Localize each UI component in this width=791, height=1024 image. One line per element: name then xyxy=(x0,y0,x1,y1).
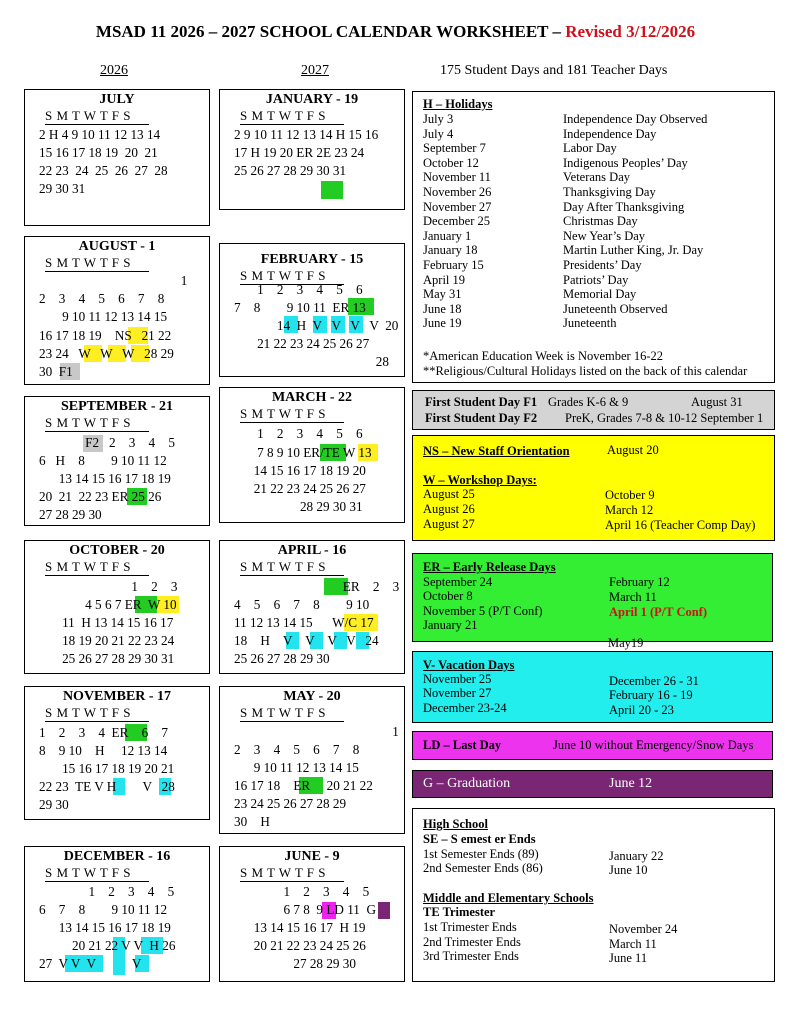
week-row: 17 H 19 20 ER 2E 23 24 xyxy=(234,145,365,160)
er-date: September 24 xyxy=(423,575,493,589)
vacation-date: November 25 xyxy=(423,672,492,686)
graduation-label: G – Graduation xyxy=(423,776,511,791)
graduation-box xyxy=(412,770,773,798)
week-row: 15 16 17 18 19 20 21 xyxy=(39,145,158,160)
week-row: 27 28 29 30 xyxy=(234,956,356,971)
holiday-name: Labor Day xyxy=(563,141,617,156)
high-school-heading: High School xyxy=(423,817,488,831)
f2-grades: PreK, Grades 7-8 & 10-12 September 1 xyxy=(565,411,764,425)
holidays-note: *American Education Week is November 16-22 xyxy=(423,349,664,363)
trimester-3: 3rd Trimester Ends xyxy=(423,949,519,963)
week-row: 2 9 10 11 12 13 14 H 15 16 xyxy=(234,127,379,142)
vacation-heading: V- Vacation Days xyxy=(423,658,515,672)
week-row: 30 H xyxy=(234,814,270,829)
month-name: FEBRUARY - 15 xyxy=(260,252,364,267)
highlight-graduation xyxy=(378,902,390,919)
weekday-header: S M T W T F S xyxy=(45,559,149,576)
weekday-header: S M T W T F S xyxy=(240,108,344,125)
week-row: 6 7 8 9 10 11 12 xyxy=(39,902,168,917)
week-row: 9 10 11 12 13 14 15 xyxy=(39,309,168,324)
week-row: 4 5 6 7 ER W 10 xyxy=(39,597,177,612)
holiday-date: April 19 xyxy=(423,272,466,287)
trimester-1-date: November 24 xyxy=(609,922,678,936)
early-release-box xyxy=(412,553,773,642)
week-row: 13 14 15 16 17 H 19 xyxy=(234,920,366,935)
week-row: 20 21 22 V V H 26 xyxy=(39,938,176,953)
week-row: 13 14 15 16 17 18 19 xyxy=(39,471,171,486)
month-name: OCTOBER - 20 xyxy=(69,543,165,558)
month-name: SEPTEMBER - 21 xyxy=(60,399,173,414)
week-row: 9 10 11 12 13 14 15 xyxy=(234,760,359,775)
week-row: 2 3 4 5 6 7 8 xyxy=(234,742,360,757)
week-row: 1 2 3 4 5 xyxy=(39,884,175,899)
ns-date: August 20 xyxy=(607,443,659,457)
weekday-header: S M T W T F S xyxy=(45,108,149,125)
week-row: 21 22 23 24 25 26 27 xyxy=(234,481,366,496)
holidays-heading: H – Holidays xyxy=(423,97,493,111)
month-november xyxy=(24,686,210,820)
week-row: 8 9 10 H 12 13 14 xyxy=(39,743,168,758)
trimester-2: 2nd Trimester Ends xyxy=(423,935,521,949)
week-row: 28 xyxy=(234,354,389,369)
holiday-date: November 26 xyxy=(423,185,492,199)
week-row: 16 17 18 ER 20 21 22 xyxy=(234,778,373,793)
ns-heading: NS – New Staff Orientation xyxy=(423,444,570,458)
er-date-revised: April 1 (P/T Conf) xyxy=(609,605,708,619)
holiday-date: December 25 xyxy=(423,214,490,229)
week-row: 27 V V V V xyxy=(39,956,142,971)
holiday-date: January 1 xyxy=(423,228,472,243)
vacation-box xyxy=(412,651,773,723)
holiday-date: February 15 xyxy=(423,258,484,272)
f2-label: First Student Day F2 xyxy=(425,411,538,425)
month-may xyxy=(219,686,405,834)
week-row: 29 30 xyxy=(39,797,69,812)
month-name: APRIL - 16 xyxy=(277,543,347,558)
week-row: 6 H 8 9 10 11 12 xyxy=(39,453,167,468)
week-row: 20 21 22 23 ER 25 26 xyxy=(39,489,162,504)
week-row: 25 26 27 28 29 30 xyxy=(234,651,330,666)
weekday-header: S M T W T F S xyxy=(45,255,149,272)
workshop-date: April 16 (Teacher Comp Day) xyxy=(605,518,756,532)
week-row: 20 21 22 23 24 25 26 xyxy=(234,938,366,953)
trimester-1: 1st Trimester Ends xyxy=(423,920,517,934)
holiday-name: Independence Day xyxy=(563,126,657,141)
semester-2-date: June 10 xyxy=(609,863,648,877)
revised-date: Revised 3/12/2026 xyxy=(565,22,696,41)
days-summary: 175 Student Days and 181 Teacher Days xyxy=(440,63,668,78)
trimester-3-date: June 11 xyxy=(609,951,648,965)
month-name: JUNE - 9 xyxy=(284,849,340,864)
week-row: 1 2 3 xyxy=(39,579,178,594)
week-row: 2 H 4 9 10 11 12 13 14 xyxy=(39,127,161,142)
workshop-date: October 9 xyxy=(605,488,655,502)
semester-1: 1st Semester Ends (89) xyxy=(423,847,539,861)
semester-1-date: January 22 xyxy=(609,849,664,863)
month-december xyxy=(24,846,210,982)
last-day-box xyxy=(412,731,773,760)
er-heading: ER – Early Release Days xyxy=(423,560,556,574)
holiday-name: Day After Thanksgiving xyxy=(563,199,685,214)
year-2027: 2027 xyxy=(301,63,329,78)
week-row: 23 24 W W W 28 29 xyxy=(39,346,174,361)
week-row: 11 12 13 14 15 W/C 17 xyxy=(234,615,374,630)
holiday-name: Thanksgiving Day xyxy=(563,185,656,199)
week-row: F2 2 3 4 5 xyxy=(39,435,175,450)
week-row: 15 16 17 18 19 20 21 xyxy=(39,761,175,776)
holiday-name: New Year’s Day xyxy=(563,228,646,243)
semester-heading: SE – S emest er Ends xyxy=(423,832,536,846)
week-row: 1 xyxy=(39,273,188,288)
er-date: January 21 xyxy=(423,618,478,632)
month-name: JANUARY - 19 xyxy=(265,92,359,107)
week-row: 22 23 TE V H V 28 xyxy=(39,779,175,794)
week-row: 11 H 13 14 15 16 17 xyxy=(39,615,174,630)
week-row: 23 24 25 26 27 28 29 xyxy=(234,796,347,811)
month-february xyxy=(219,243,405,377)
week-row: 6 7 8 9 LD 11 G xyxy=(234,902,377,917)
week-row: 18 19 20 21 22 23 24 xyxy=(39,633,175,648)
trimester-heading: TE Trimester xyxy=(423,905,496,919)
holidays-note: **Religious/Cultural Holidays listed on the back of this calendar xyxy=(423,364,748,378)
month-name: JULY xyxy=(99,92,135,107)
vacation-date: April 20 - 23 xyxy=(609,703,674,717)
week-row: 22 23 24 25 26 27 28 xyxy=(39,163,168,178)
week-row: 14 15 16 17 18 19 20 xyxy=(234,463,366,478)
week-row: 13 14 15 16 17 18 19 xyxy=(39,920,171,935)
vacation-date: December 26 - 31 xyxy=(609,674,699,688)
holiday-date: July 3 xyxy=(423,112,454,126)
week-row: 27 28 29 30 xyxy=(39,507,102,522)
week-row: ER 2 3 xyxy=(234,579,400,594)
weekday-header: S M T W T F S xyxy=(45,415,149,432)
holiday-name: Christmas Day xyxy=(563,214,638,229)
holiday-name: Presidents’ Day xyxy=(563,258,642,272)
terms-box xyxy=(412,808,775,982)
week-row: 1 xyxy=(234,724,399,739)
holiday-name: Martin Luther King, Jr. Day xyxy=(563,243,704,258)
er-date: November 5 (P/T Conf) xyxy=(423,604,543,618)
holiday-date: September 7 xyxy=(423,141,486,156)
holiday-name: Patriots’ Day xyxy=(563,272,629,287)
month-name: DECEMBER - 16 xyxy=(63,849,171,864)
er-date: March 11 xyxy=(609,590,657,604)
holiday-name: Veterans Day xyxy=(563,170,630,185)
month-march xyxy=(219,387,405,523)
week-row: 30 F1 xyxy=(39,364,73,379)
weekday-header: S M T W T F S xyxy=(240,268,344,285)
year-2026: 2026 xyxy=(100,63,128,78)
month-january xyxy=(219,89,405,210)
f1-date: August 31 xyxy=(691,395,743,409)
month-june xyxy=(219,846,405,982)
month-august xyxy=(24,236,210,385)
f1-grades: Grades K-6 & 9 xyxy=(548,395,629,409)
er-date: May19 xyxy=(608,636,644,650)
workshop-date: August 25 xyxy=(423,487,475,501)
ns-workshop-box xyxy=(412,435,775,541)
holiday-date: November 11 xyxy=(423,170,491,185)
week-row: 21 22 23 24 25 26 27 xyxy=(234,336,370,351)
weekday-header: S M T W T F S xyxy=(240,559,344,576)
month-name: AUGUST - 1 xyxy=(78,239,156,254)
holiday-name: Juneteenth xyxy=(563,316,617,331)
holiday-date: June 19 xyxy=(423,316,462,331)
holiday-date: June 18 xyxy=(423,301,462,316)
graduation-value: June 12 xyxy=(609,776,653,791)
last-day-value: June 10 without Emergency/Snow Days xyxy=(553,738,754,752)
holidays-box xyxy=(412,91,775,383)
week-row: 1 2 3 4 5 6 xyxy=(234,426,363,441)
semester-2: 2nd Semester Ends (86) xyxy=(423,861,543,875)
page-title: MSAD 11 2026 – 2027 SCHOOL CALENDAR WORKSHEET – Revised 3/12/2026 xyxy=(95,22,696,41)
holiday-date: November 27 xyxy=(423,199,492,214)
week-row: 25 26 27 28 29 30 31 xyxy=(234,163,347,178)
holiday-date: May 31 xyxy=(423,287,462,302)
holiday-name: Independence Day Observed xyxy=(563,112,708,126)
week-row: 2 3 4 5 6 7 8 xyxy=(39,291,165,306)
week-row: 7 8 9 10 11 ER 13 xyxy=(234,300,366,315)
week-row: 1 2 3 4 5 6 xyxy=(234,282,363,297)
holiday-date: July 4 xyxy=(423,126,454,141)
highlight-green xyxy=(321,181,343,199)
weekday-header: S M T W T F S xyxy=(240,406,344,423)
vacation-date: February 16 - 19 xyxy=(609,688,693,702)
holiday-name: Memorial Day xyxy=(563,287,637,302)
month-july xyxy=(24,89,210,226)
er-date: October 8 xyxy=(423,589,473,603)
week-row: 18 H V V V V 24 xyxy=(234,633,379,648)
workshop-date: August 27 xyxy=(423,517,475,531)
month-name: NOVEMBER - 17 xyxy=(62,689,172,704)
weekday-header: S M T W T F S xyxy=(45,865,149,882)
month-october xyxy=(24,540,210,674)
holiday-name: Indigenous Peoples’ Day xyxy=(563,155,688,170)
last-day-label: LD – Last Day xyxy=(423,738,502,752)
week-row: 28 29 30 31 xyxy=(234,499,363,514)
trimester-2-date: March 11 xyxy=(609,937,657,951)
first-student-day-box xyxy=(412,390,775,430)
holiday-date: January 18 xyxy=(423,243,478,258)
weekday-header: S M T W T F S xyxy=(240,705,344,722)
month-name: MARCH - 22 xyxy=(271,390,353,405)
holiday-date: October 12 xyxy=(423,155,479,170)
week-row: 1 2 3 4 5 xyxy=(234,884,370,899)
month-april xyxy=(219,540,405,674)
middle-elementary-heading: Middle and Elementary Schools xyxy=(423,891,594,905)
workshop-date: March 12 xyxy=(605,503,654,517)
week-row: 14 H V V V V 20 xyxy=(234,318,399,333)
holiday-name: Juneteenth Observed xyxy=(563,301,668,316)
week-row: 29 30 31 xyxy=(39,181,86,196)
workshop-date: August 26 xyxy=(423,502,475,516)
month-name: MAY - 20 xyxy=(283,689,341,704)
week-row: 4 5 6 7 8 9 10 xyxy=(234,597,370,612)
vacation-date: November 27 xyxy=(423,686,492,700)
week-row: 7 8 9 10 ER/TE W 13 xyxy=(234,445,372,460)
week-row: 16 17 18 19 NS 21 22 xyxy=(39,328,172,343)
month-september xyxy=(24,396,210,526)
er-date: February 12 xyxy=(609,575,670,589)
week-row: 25 26 27 28 29 30 31 xyxy=(39,651,175,666)
workshop-heading: W – Workshop Days: xyxy=(423,473,537,487)
vacation-date: December 23-24 xyxy=(423,701,507,715)
week-row: 1 2 3 4 ER 6 7 xyxy=(39,725,168,740)
weekday-header: S M T W T F S xyxy=(240,865,344,882)
f1-label: First Student Day F1 xyxy=(425,395,538,409)
weekday-header: S M T W T F S xyxy=(45,705,149,722)
